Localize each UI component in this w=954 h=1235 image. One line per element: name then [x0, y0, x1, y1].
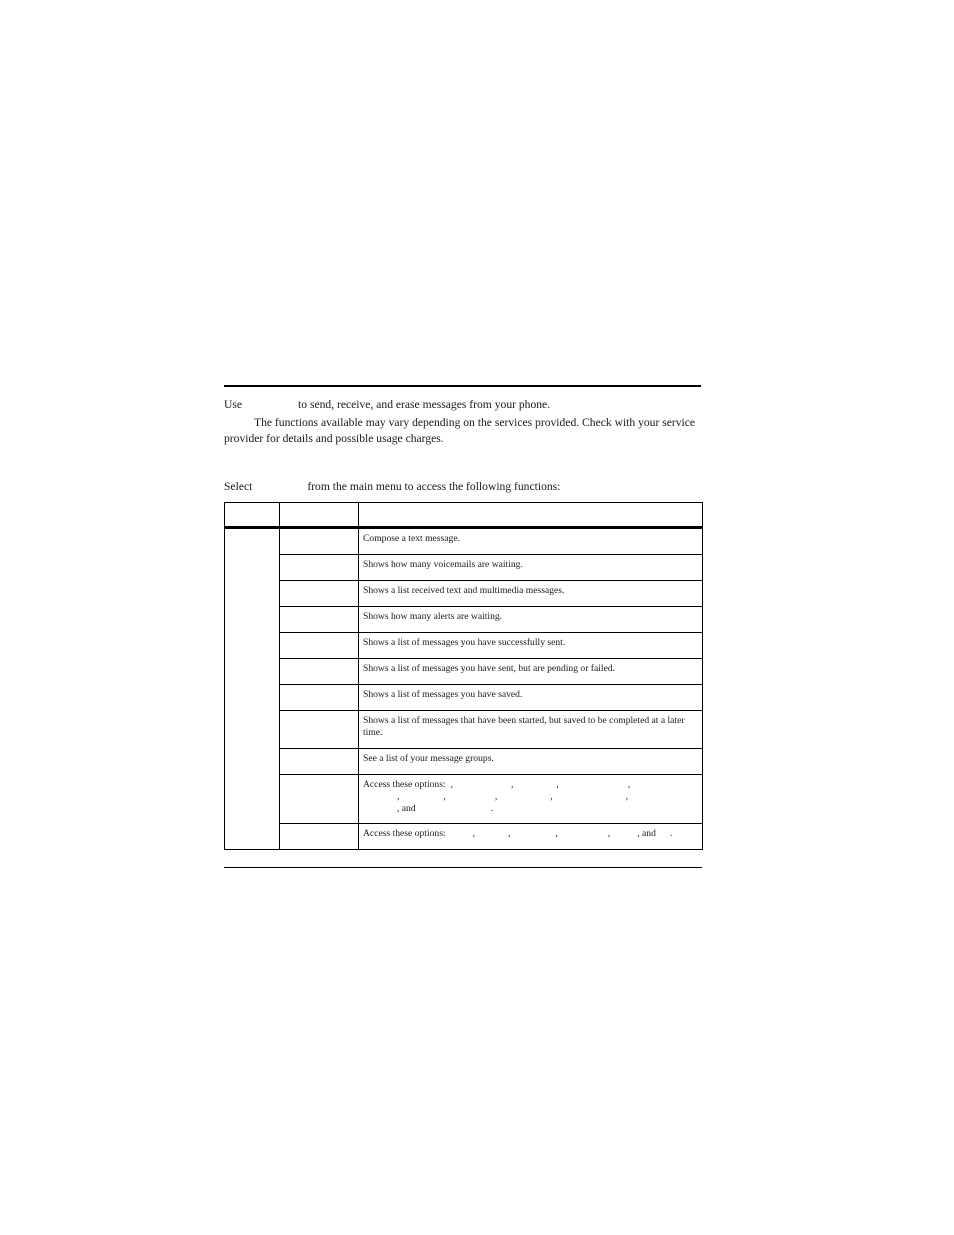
- header-cell-shortcut: [225, 503, 280, 528]
- function-name-cell: [280, 824, 359, 850]
- shortcut-cell: [225, 528, 280, 850]
- table-row: [225, 711, 703, 749]
- function-name-cell: [280, 528, 359, 555]
- function-description: Shows a list received text and multimedia messages.: [359, 581, 703, 607]
- table-row: [225, 607, 703, 633]
- intro-note: [224, 415, 702, 447]
- function-description: Shows how many alerts are waiting.: [359, 607, 703, 633]
- function-description: Shows a list of messages you have sent, but are pending or failed.: [359, 659, 703, 685]
- intro-line: [224, 397, 550, 413]
- function-name-cell: [280, 659, 359, 685]
- options-label: Access these options:: [363, 828, 446, 839]
- function-description: Shows how many voicemails are waiting.: [359, 555, 703, 581]
- function-name-cell: [280, 685, 359, 711]
- select-line: [224, 479, 560, 495]
- table-row: [225, 555, 703, 581]
- function-name-cell: [280, 749, 359, 775]
- function-description: Shows a list of messages that have been started, but saved to be completed at a later time.: [359, 711, 703, 749]
- options-description: Access these options: , , , , , , , , , , and .: [359, 775, 703, 824]
- function-description: See a list of your message groups.: [359, 749, 703, 775]
- function-name-cell: [280, 633, 359, 659]
- table-row: [225, 528, 703, 555]
- section-top-rule: [224, 385, 701, 387]
- section-bottom-rule: [224, 867, 702, 868]
- table-row: [225, 581, 703, 607]
- header-cell-description: [359, 503, 703, 528]
- function-description: Shows a list of messages you have successfully sent.: [359, 633, 703, 659]
- table-row: [225, 659, 703, 685]
- table-row: [225, 824, 703, 850]
- header-cell-function: [280, 503, 359, 528]
- function-description: Compose a text message.: [359, 528, 703, 555]
- function-name-cell: [280, 711, 359, 749]
- table-row: [225, 775, 703, 824]
- function-name-cell: [280, 581, 359, 607]
- function-name-cell: [280, 607, 359, 633]
- intro-use-word: Use: [224, 398, 243, 411]
- table-row: [225, 685, 703, 711]
- function-name-cell: [280, 555, 359, 581]
- table-row: [225, 633, 703, 659]
- intro-note-text: The functions available may vary depending on the services provided. Check with your service provider for details and possible usage charges.: [224, 416, 696, 445]
- options-label: Access these options:: [363, 779, 446, 790]
- options-description: Access these options: , , , , , and .: [359, 824, 703, 850]
- table-header-row: [225, 503, 703, 528]
- select-word: Select: [224, 480, 253, 493]
- table-row: [225, 749, 703, 775]
- function-description: Shows a list of messages you have saved.: [359, 685, 703, 711]
- function-name-cell: [280, 775, 359, 824]
- select-instructions: from the main menu to access the following functions:: [307, 480, 561, 493]
- intro-purpose-text: to send, receive, and erase messages from your phone.: [298, 398, 551, 411]
- messages-function-table: [224, 502, 703, 850]
